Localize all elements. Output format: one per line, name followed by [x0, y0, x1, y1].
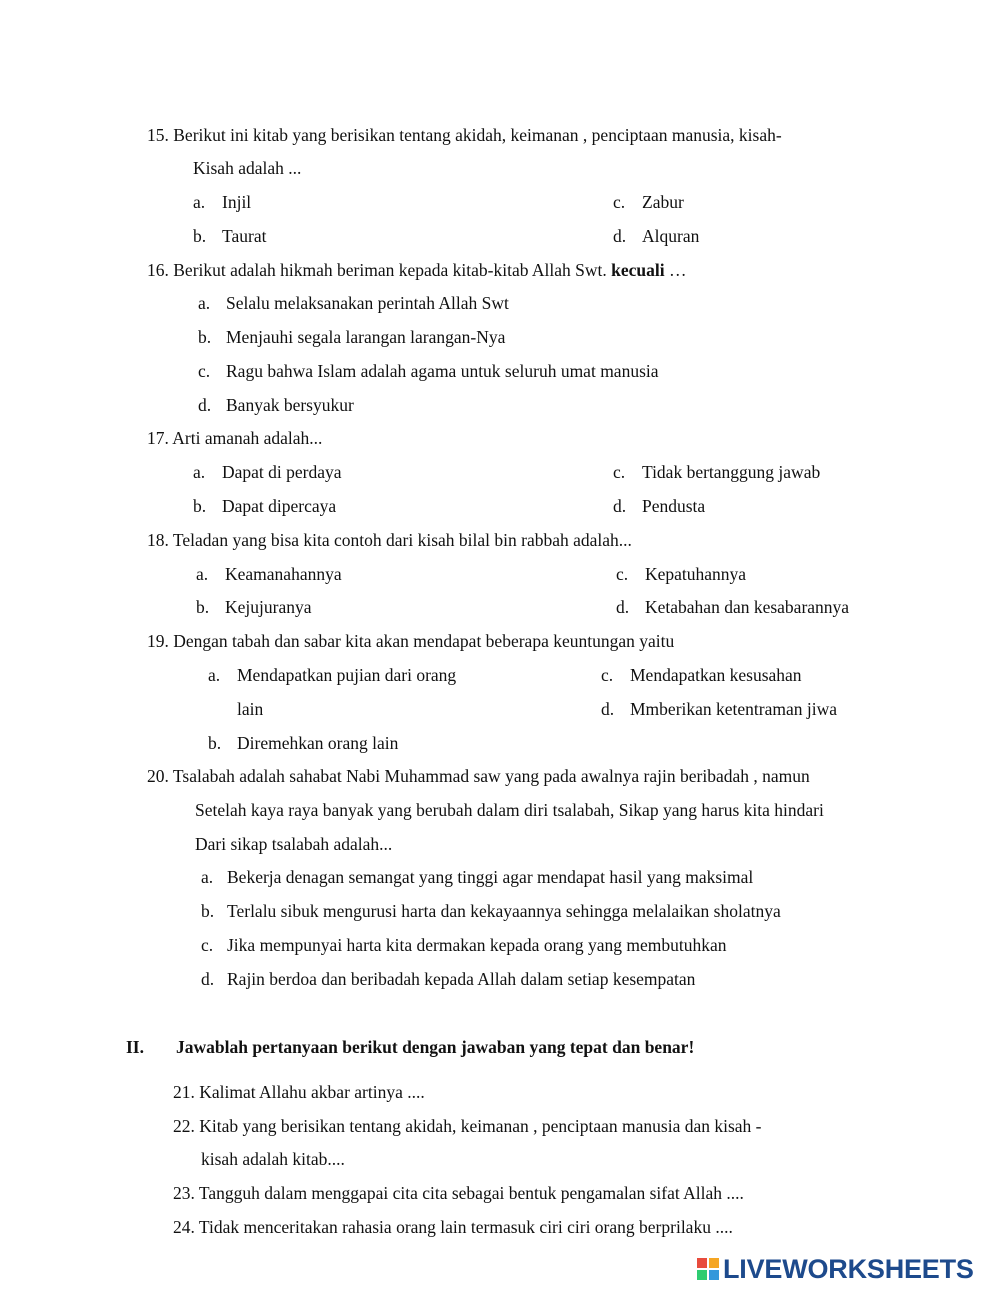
q17-option-b: Dapat dipercaya	[222, 496, 337, 516]
q15-option-d-mark: d.	[613, 226, 627, 246]
q20-stem-line2: Setelah kaya raya banyak yang berubah dalam diri tsalabah, Sikap yang harus kita hindari	[195, 800, 824, 820]
q19-option-d-mark: d.	[601, 699, 615, 719]
q15-option-a: Injil	[222, 192, 252, 212]
q15-option-d: Alquran	[642, 226, 700, 246]
section-2-numeral: II.	[126, 1037, 144, 1057]
q19-option-b-mark: b.	[208, 733, 222, 753]
q16-stem-tail: …	[664, 260, 687, 280]
q18-stem: 18. Teladan yang bisa kita contoh dari kisah bilal bin rabbah adalah...	[147, 530, 632, 550]
q15-option-c: Zabur	[642, 192, 684, 212]
q16-option-b-mark: b.	[198, 327, 212, 347]
q17-option-d: Pendusta	[642, 496, 706, 516]
q15-stem-line1: 15. Berikut ini kitab yang berisikan tentang akidah, keimanan , penciptaan manusia, kisah-	[147, 125, 782, 145]
q19-option-a-line2: lain	[237, 699, 264, 719]
q20-option-a-mark: a.	[201, 867, 214, 887]
q18-option-c: Kepatuhannya	[645, 564, 747, 584]
q15-option-b: Taurat	[222, 226, 267, 246]
logo-square-4	[709, 1270, 719, 1280]
q18-option-b-mark: b.	[196, 597, 210, 617]
q16-option-c-mark: c.	[198, 361, 211, 381]
q20-option-c: Jika mempunyai harta kita dermakan kepada orang yang membutuhkan	[227, 935, 727, 955]
logo-square-2	[709, 1258, 719, 1268]
q18-option-a-mark: a.	[196, 564, 209, 584]
q20-stem-line1: 20. Tsalabah adalah sahabat Nabi Muhammad saw yang pada awalnya rajin beribadah , namun	[147, 766, 810, 786]
q18-option-d-mark: d.	[616, 597, 630, 617]
q19-option-c-mark: c.	[601, 665, 614, 685]
q19-option-d: Mmberikan ketentraman jiwa	[630, 699, 838, 719]
q19-stem: 19. Dengan tabah dan sabar kita akan mendapat beberapa keuntungan yaitu	[147, 631, 675, 651]
q15-option-a-mark: a.	[193, 192, 206, 212]
q18-option-b: Kejujuranya	[225, 597, 312, 617]
q19-option-a-mark: a.	[208, 665, 221, 685]
q20-option-b: Terlalu sibuk mengurusi harta dan kekayaannya sehingga melalaikan sholatnya	[227, 901, 781, 921]
q17-option-c: Tidak bertanggung jawab	[642, 462, 821, 482]
q17-option-c-mark: c.	[613, 462, 626, 482]
q17-stem: 17. Arti amanah adalah...	[147, 428, 323, 448]
q16-option-b: Menjauhi segala larangan larangan-Nya	[226, 327, 506, 347]
logo-mark-icon	[697, 1258, 719, 1280]
q17-option-a: Dapat di perdaya	[222, 462, 342, 482]
q18-option-c-mark: c.	[616, 564, 629, 584]
q22-line1: 22. Kitab yang berisikan tentang akidah, keimanan , penciptaan manusia dan kisah -	[173, 1116, 762, 1136]
q15-option-b-mark: b.	[193, 226, 207, 246]
q18-option-a: Keamanahannya	[225, 564, 342, 584]
q21-text: 21. Kalimat Allahu akbar artinya ....	[173, 1082, 425, 1102]
logo-text: LIVEWORKSHEETS	[723, 1253, 974, 1284]
q19-option-a-line1: Mendapatkan pujian dari orang	[237, 665, 457, 685]
q24-text: 24. Tidak menceritakan rahasia orang lain termasuk ciri ciri orang berprilaku ....	[173, 1217, 733, 1237]
q17-option-d-mark: d.	[613, 496, 627, 516]
q16-stem	[147, 259, 686, 281]
q20-option-d: Rajin berdoa dan beribadah kepada Allah dalam setiap kesempatan	[227, 969, 696, 989]
q22-line2: kisah adalah kitab....	[201, 1149, 345, 1169]
logo-square-3	[697, 1270, 707, 1280]
q20-option-c-mark: c.	[201, 935, 214, 955]
q16-option-a: Selalu melaksanakan perintah Allah Swt	[226, 293, 509, 313]
q20-option-a: Bekerja denagan semangat yang tinggi agar mendapat hasil yang maksimal	[227, 867, 754, 887]
q19-option-c: Mendapatkan kesusahan	[630, 665, 802, 685]
q17-option-a-mark: a.	[193, 462, 206, 482]
q15-option-c-mark: c.	[613, 192, 626, 212]
q18-option-d: Ketabahan dan kesabarannya	[645, 597, 850, 617]
logo-square-1	[697, 1258, 707, 1268]
q16-option-c: Ragu bahwa Islam adalah agama untuk seluruh umat manusia	[226, 361, 659, 381]
q16-stem-text: 16. Berikut adalah hikmah beriman kepada kitab-kitab Allah Swt.	[147, 260, 612, 280]
liveworksheets-logo	[697, 1252, 974, 1286]
q16-option-a-mark: a.	[198, 293, 211, 313]
q23-text: 23. Tangguh dalam menggapai cita cita sebagai bentuk pengamalan sifat Allah ....	[173, 1183, 744, 1203]
q19-option-b: Diremehkan orang lain	[237, 733, 399, 753]
q16-option-d: Banyak bersyukur	[226, 395, 354, 415]
q16-option-d-mark: d.	[198, 395, 212, 415]
q15-stem-line2: Kisah adalah ...	[193, 158, 302, 178]
q17-option-b-mark: b.	[193, 496, 207, 516]
q20-option-d-mark: d.	[201, 969, 215, 989]
section-2-heading: Jawablah pertanyaan berikut dengan jawaban yang tepat dan benar!	[176, 1037, 695, 1057]
q20-stem-line3: Dari sikap tsalabah adalah...	[195, 834, 393, 854]
q16-stem-emphasis: kecuali	[611, 260, 665, 280]
q20-option-b-mark: b.	[201, 901, 215, 921]
